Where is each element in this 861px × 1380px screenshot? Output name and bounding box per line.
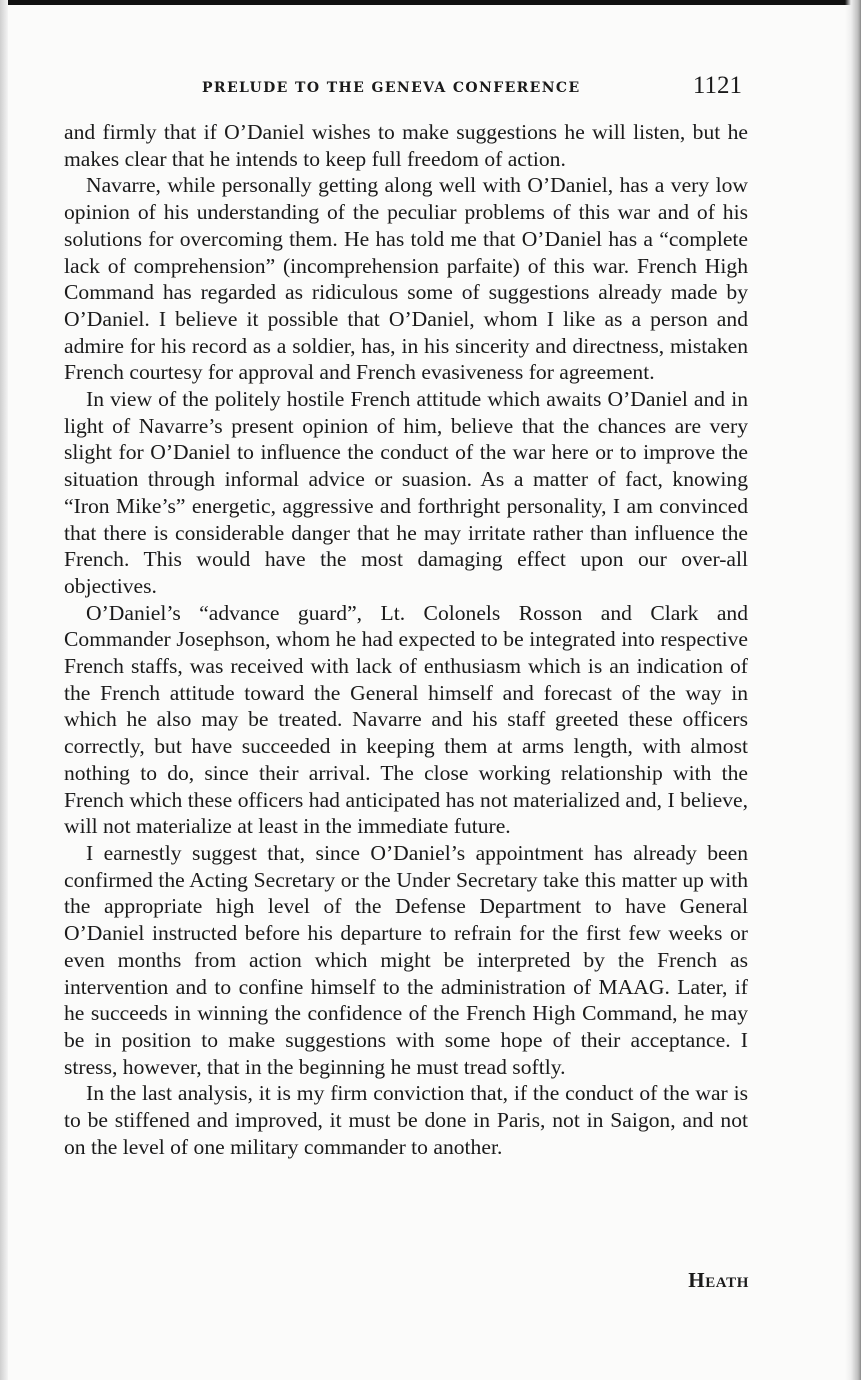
page-header: [64, 72, 748, 106]
paragraph-french-attitude: In view of the politely hostile French attitude which awaits O’Daniel and in light of Navarre’s present opinion of him, believe that the chances are very slight for O’Daniel to influence the conduct of the war here or to improve the situation through informal advice or suasion. As a matter of fact, knowing “Iron Mike’s” energetic, aggressive and forthright personality, I am convinced that there is considerable danger that he may irritate rather than influence the French. This would have the most damaging effect upon our over-all objectives.: [64, 387, 748, 598]
top-border: [0, 0, 861, 5]
paragraph-continuation: and firmly that if O’Daniel wishes to make suggestions he will listen, but he makes clear that he intends to keep full freedom of action.: [64, 120, 748, 171]
right-page-edge: [845, 0, 861, 1380]
body-text: [64, 119, 748, 1160]
paragraph-advance-guard: O’Daniel’s “advance guard”, Lt. Colonels Rosson and Clark and Commander Josephson, whom he had expected to be integrated into respective French staffs, was received with lack of enthusiasm which is an indication of the French attitude toward the General himself and forecast of the way in which he also may be treated. Navarre and his staff greeted these officers correctly, but have succeeded in keeping them at arms length, with almost nothing to do, since their arrival. The close working relationship with the French which these officers had anticipated has not materialized and, I believe, will not materialize at least in the immediate future.: [64, 600, 748, 839]
paragraph-conclusion: In the last analysis, it is my firm conviction that, if the conduct of the war is to be stiffened and improved, it must be done in Paris, not in Saigon, and not on the level of one military commander to another.: [64, 1081, 748, 1159]
paragraph-recommendation: I earnestly suggest that, since O’Daniel’s appointment has already been confirmed the Acting Secretary or the Under Secretary take this matter up with the appropriate high level of the Defense Department to have General O’Daniel instructed before his departure to refrain for the first few weeks or even months from action which might be interpreted by the French as intervention and to confine himself to the administration of MAAG. Later, if he succeeds in winning the confidence of the French High Command, he may be in position to make suggestions with some hope of their acceptance. I stress, however, that in the beginning he must tread softly.: [64, 840, 748, 1079]
page-number: 1121: [692, 72, 742, 99]
left-page-edge: [0, 0, 8, 1380]
paragraph-navarre-opinion: Navarre, while personally getting along well with O’Daniel, has a very low opinion of his understanding of the peculiar problems of this war and of his solutions for overcoming them. He has told me that O’Daniel has a “complete lack of comprehension” (incomprehension parfaite) of this war. French High Command has regarded as ridiculous some of suggestions already made by O’Daniel. I believe it possible that O’Daniel, whom I like as a person and admire for his record as a soldier, has, in his sincerity and directness, mistaken French courtesy for approval and French evasiveness for agreement.: [64, 173, 748, 385]
running-title: PRELUDE TO THE GENEVA CONFERENCE: [202, 80, 581, 96]
signature: Heath: [688, 1268, 749, 1292]
